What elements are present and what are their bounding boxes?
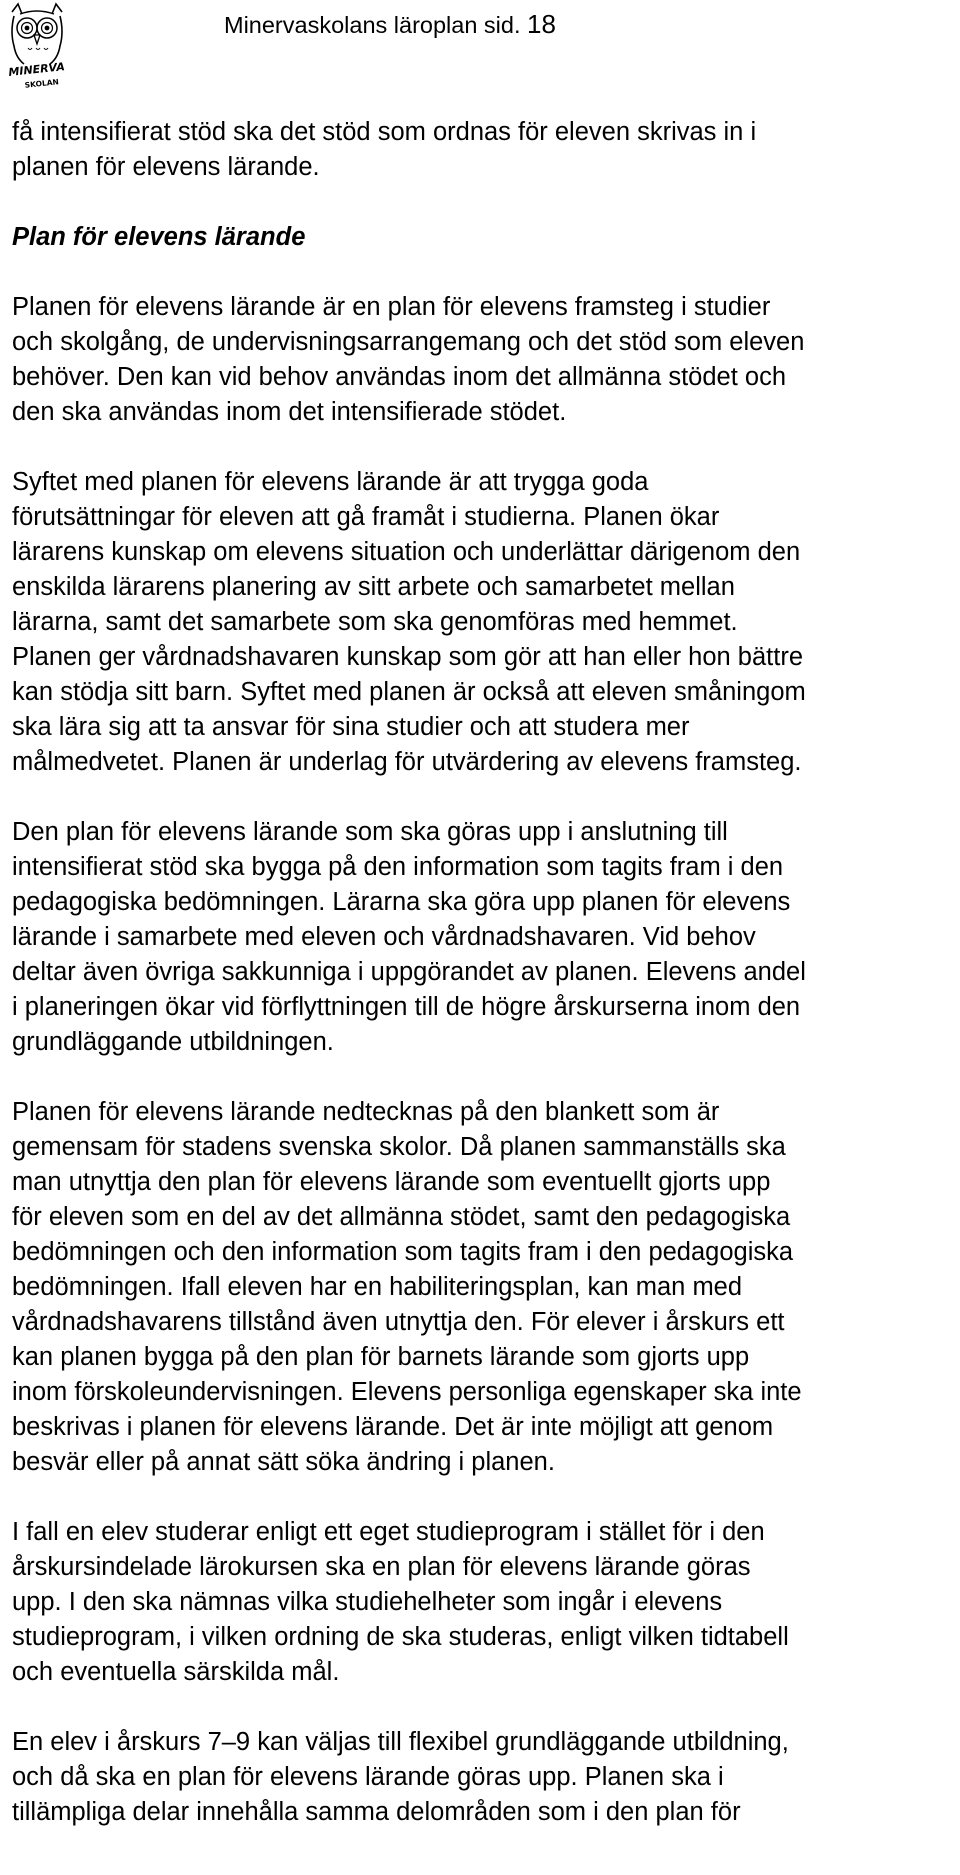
text-line: Syftet med planen för elevens lärande är att trygga goda bbox=[12, 468, 649, 496]
svg-text:SKOLAN: SKOLAN bbox=[24, 77, 60, 90]
text-line: behöver. Den kan vid behov användas inom det allmänna stödet och bbox=[12, 363, 787, 391]
text-line: grundläggande utbildningen. bbox=[12, 1028, 334, 1056]
paragraph bbox=[12, 465, 960, 780]
text-line: enskilda lärarens planering av sitt arbete och samarbetet mellan bbox=[12, 573, 735, 601]
text-line: den ska användas inom det intensifierade stödet. bbox=[12, 398, 567, 426]
text-line: gemensam för stadens svenska skolor. Då planen sammanställs ska bbox=[12, 1133, 786, 1161]
text-line: I fall en elev studerar enligt ett eget studieprogram i stället för i den bbox=[12, 1518, 765, 1546]
text-line: upp. I den ska nämnas vilka studiehelheter som ingår i elevens bbox=[12, 1588, 723, 1616]
text-line: och då ska en plan för elevens lärande göras upp. Planen ska i bbox=[12, 1763, 724, 1791]
text-line: Planen ger vårdnadshavaren kunskap som gör att han eller hon bättre bbox=[12, 643, 803, 671]
text-line: deltar även övriga sakkunniga i uppgörandet av planen. Elevens andel bbox=[12, 958, 806, 986]
text-line: intensifierat stöd ska bygga på den information som tagits fram i den bbox=[12, 853, 784, 881]
text-line: förutsättningar för eleven att gå framåt i studierna. Planen ökar bbox=[12, 503, 720, 531]
text-line: lärande i samarbete med eleven och vårdnadshavaren. Vid behov bbox=[12, 923, 756, 951]
page-header bbox=[0, 0, 960, 100]
text-line: pedagogiska bedömningen. Lärarna ska göra upp planen för elevens bbox=[12, 888, 791, 916]
text-line: studieprogram, i vilken ordning de ska studeras, enligt vilken tidtabell bbox=[12, 1623, 789, 1651]
text-line: för eleven som en del av det allmänna stödet, samt den pedagogiska bbox=[12, 1203, 791, 1231]
svg-text:MINERVA: MINERVA bbox=[7, 60, 66, 79]
paragraph bbox=[12, 1095, 960, 1480]
text-line: i planeringen ökar vid förflyttningen till de högre årskurserna inom den bbox=[12, 993, 801, 1021]
text-line: och skolgång, de undervisningsarrangemang och det stöd som eleven bbox=[12, 328, 805, 356]
text-line: lärarens kunskap om elevens situation och underlättar därigenom den bbox=[12, 538, 801, 566]
paragraph bbox=[12, 290, 960, 430]
running-header bbox=[224, 9, 556, 40]
text-line: ska lära sig att ta ansvar för sina studier och att studera mer bbox=[12, 713, 690, 741]
text-line: kan planen bygga på den plan för barnets lärande som gjorts upp bbox=[12, 1343, 750, 1371]
paragraph bbox=[12, 1515, 960, 1690]
owl-logo-icon bbox=[6, 2, 68, 94]
header-title-text: Minervaskolans läroplan sid. bbox=[224, 12, 521, 38]
text-line: En elev i årskurs 7–9 kan väljas till flexibel grundläggande utbildning, bbox=[12, 1728, 789, 1756]
paragraph bbox=[12, 1725, 960, 1830]
section-heading: Plan för elevens lärande bbox=[12, 223, 306, 251]
text-line: inom förskoleundervisningen. Elevens personliga egenskaper ska inte bbox=[12, 1378, 802, 1406]
text-line: Planen för elevens lärande nedtecknas på den blankett som är bbox=[12, 1098, 720, 1126]
continuation-paragraph bbox=[12, 115, 960, 185]
paragraph bbox=[12, 815, 960, 1060]
page-number: 18 bbox=[527, 9, 556, 39]
text-line: man utnyttja den plan för elevens lärande som eventuellt gjorts upp bbox=[12, 1168, 771, 1196]
text-line: vårdnadshavarens tillstånd även utnyttja den. För elever i årskurs ett bbox=[12, 1308, 785, 1336]
text-line: bedömningen och den information som tagits fram i den pedagogiska bbox=[12, 1238, 794, 1266]
text-line: Planen för elevens lärande är en plan för elevens framsteg i studier bbox=[12, 293, 771, 321]
text-line: besvär eller på annat sätt söka ändring i planen. bbox=[12, 1448, 555, 1476]
text-line: beskrivas i planen för elevens lärande. Det är inte möjligt att genom bbox=[12, 1413, 774, 1441]
text-line: planen för elevens lärande. bbox=[12, 153, 320, 181]
text-line: och eventuella särskilda mål. bbox=[12, 1658, 340, 1686]
text-line: få intensifierat stöd ska det stöd som ordnas för eleven skrivas in i bbox=[12, 118, 757, 146]
text-line: kan stödja sitt barn. Syftet med planen är också att eleven småningom bbox=[12, 678, 806, 706]
text-line: tillämpliga delar innehålla samma delområden som i den plan för bbox=[12, 1798, 741, 1826]
text-line: målmedvetet. Planen är underlag för utvärdering av elevens framsteg. bbox=[12, 748, 802, 776]
text-line: årskursindelade lärokursen ska en plan för elevens lärande göras bbox=[12, 1553, 751, 1581]
text-line: lärarna, samt det samarbete som ska genomföras med hemmet. bbox=[12, 608, 738, 636]
text-line: Den plan för elevens lärande som ska göras upp i anslutning till bbox=[12, 818, 728, 846]
text-line: bedömningen. Ifall eleven har en habiliteringsplan, kan man med bbox=[12, 1273, 743, 1301]
document-body bbox=[12, 115, 960, 1830]
